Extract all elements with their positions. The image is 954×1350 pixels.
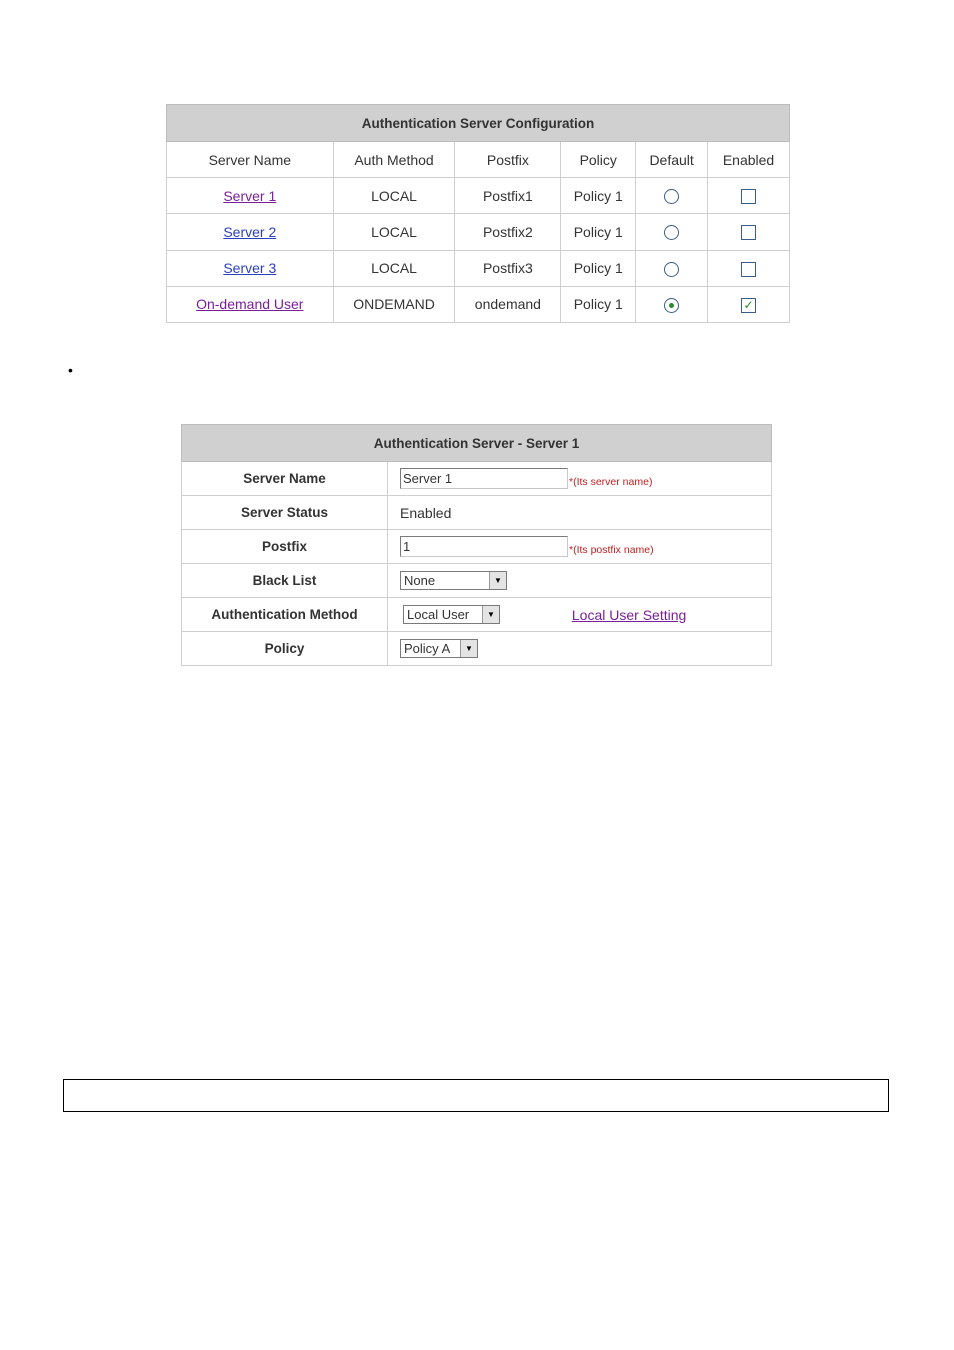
server-name-input[interactable]: Server 1: [400, 468, 568, 489]
postfix-cell: Postfix1: [455, 178, 561, 214]
policy-select[interactable]: [400, 639, 478, 658]
policy-cell: Policy 1: [561, 250, 636, 286]
table-row: [167, 214, 790, 250]
default-radio-server-2[interactable]: [664, 225, 679, 240]
enabled-checkbox-on-demand[interactable]: ✓: [741, 298, 756, 313]
default-radio-server-1[interactable]: [664, 189, 679, 204]
auth-server-form-table: [181, 424, 772, 666]
server-name-label: Server Name: [182, 462, 388, 496]
enabled-checkbox-server-3[interactable]: [741, 262, 756, 277]
col-header-server-name: Server Name: [167, 142, 334, 178]
table-row: [167, 178, 790, 214]
col-header-policy: Policy: [561, 142, 636, 178]
postfix-cell: ondemand: [455, 286, 561, 322]
form-row-black-list: [182, 564, 772, 598]
chevron-down-icon: ▼: [482, 606, 499, 623]
form-row-server-status: [182, 496, 772, 530]
config-table-header-row: [167, 142, 790, 178]
auth-method-cell: LOCAL: [333, 214, 455, 250]
table-row: [167, 250, 790, 286]
note-box: [63, 1079, 889, 1112]
postfix-cell: Postfix2: [455, 214, 561, 250]
policy-selected-value: Policy A: [404, 641, 451, 656]
enabled-checkbox-server-1[interactable]: [741, 189, 756, 204]
policy-cell: Policy 1: [561, 178, 636, 214]
default-radio-on-demand[interactable]: [664, 298, 679, 313]
black-list-selected-value: None: [404, 573, 436, 588]
server-3-link[interactable]: Server 3: [223, 260, 277, 277]
postfix-hint: *(Its postfix name): [569, 543, 654, 556]
form-row-server-name: [182, 462, 772, 496]
postfix-cell: Postfix3: [455, 250, 561, 286]
chevron-down-icon: ▼: [460, 640, 477, 657]
form-row-postfix: [182, 530, 772, 564]
local-user-setting-link[interactable]: Local User Setting: [571, 606, 687, 623]
col-header-auth-method: Auth Method: [333, 142, 455, 178]
chevron-down-icon: ▼: [489, 572, 506, 589]
table-row: [167, 286, 790, 322]
policy-label: Policy: [182, 632, 388, 666]
auth-method-label: Authentication Method: [182, 598, 388, 632]
black-list-select[interactable]: [400, 571, 507, 590]
form-row-auth-method: [182, 598, 772, 632]
auth-method-selected-value: Local User: [407, 607, 470, 622]
policy-cell: Policy 1: [561, 286, 636, 322]
auth-server-config-table: [166, 104, 790, 323]
policy-cell: Policy 1: [561, 214, 636, 250]
server-status-label: Server Status: [182, 496, 388, 530]
postfix-label: Postfix: [182, 530, 388, 564]
auth-method-cell: ONDEMAND: [333, 286, 455, 322]
config-table-title: Authentication Server Configuration: [167, 105, 790, 142]
bullet-point: •: [68, 362, 73, 378]
server-name-hint: *(Its server name): [569, 475, 653, 488]
form-row-policy: [182, 632, 772, 666]
server-status-value: Enabled: [400, 504, 452, 521]
col-header-enabled: Enabled: [708, 142, 790, 178]
auth-method-cell: LOCAL: [333, 178, 455, 214]
auth-method-cell: LOCAL: [333, 250, 455, 286]
col-header-default: Default: [636, 142, 708, 178]
default-radio-server-3[interactable]: [664, 262, 679, 277]
server-1-link[interactable]: Server 1: [223, 187, 277, 204]
enabled-checkbox-server-2[interactable]: [741, 225, 756, 240]
server-form-title: Authentication Server - Server 1: [182, 425, 772, 462]
postfix-input[interactable]: 1: [400, 536, 568, 557]
black-list-label: Black List: [182, 564, 388, 598]
col-header-postfix: Postfix: [455, 142, 561, 178]
auth-method-select[interactable]: [403, 605, 500, 624]
server-2-link[interactable]: Server 2: [223, 224, 277, 241]
on-demand-user-link[interactable]: On-demand User: [196, 296, 304, 313]
